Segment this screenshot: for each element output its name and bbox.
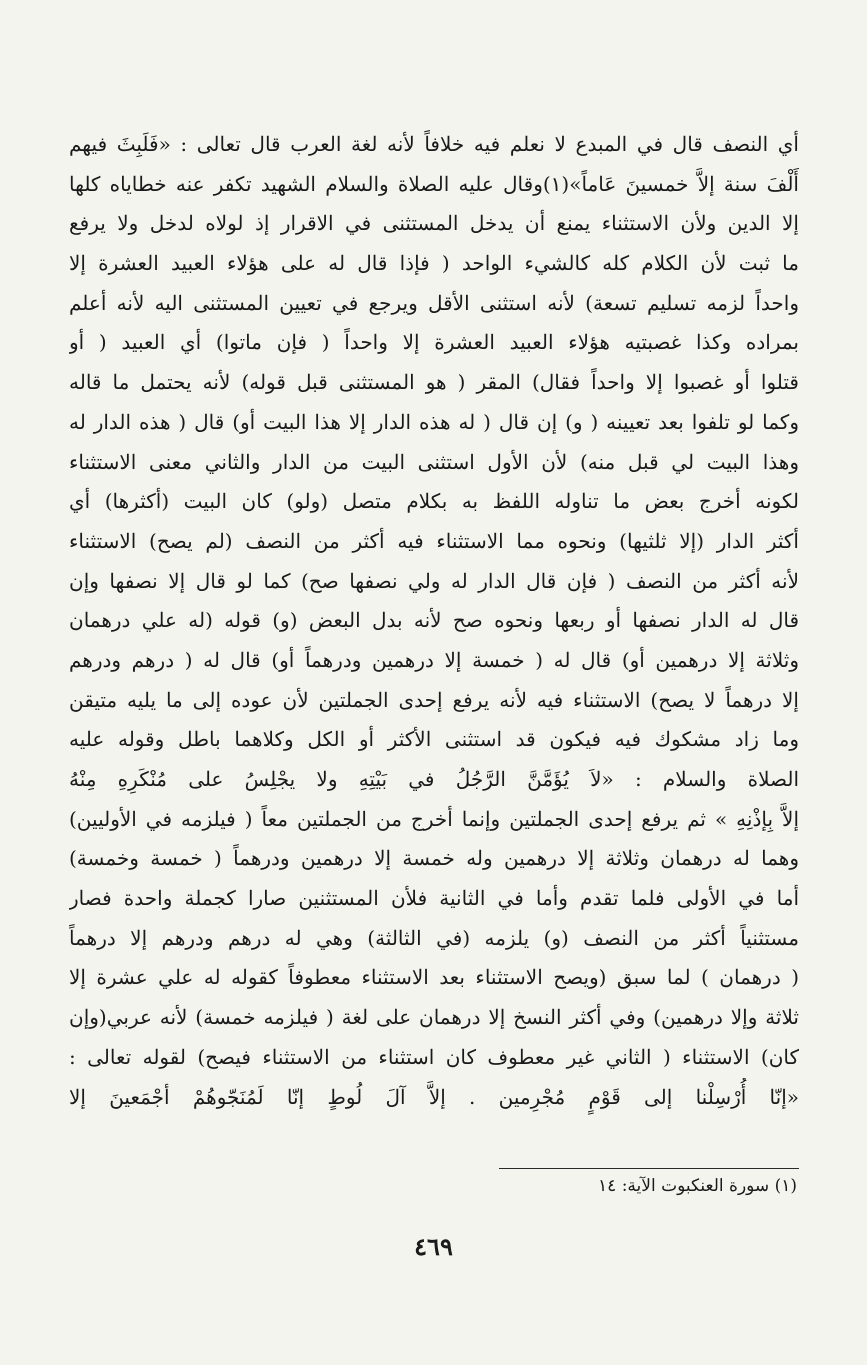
text-line: وهما له درهمان وثلاثة إلا درهمين وله خمسة إلا درهمين ودرهماً ( خمسة وخمسة) xyxy=(69,846,799,871)
text-line: لكونه أخرج بعض ما تناوله اللفظ به بكلام متصل (ولو) كان البيت (أكثرها) أي xyxy=(69,489,799,514)
text-line: وهذا البيت لي قبل منه) لأن الأول استثنى البيت من الدار والثاني معنى الاستثناء xyxy=(69,449,799,474)
page-number: ٤٦٩ xyxy=(414,1232,453,1261)
footnote: (١) سورة العنكبوت الآية: ١٤ xyxy=(598,1176,797,1196)
text-line: قتلوا أو غصبوا إلا واحداً فقال) المقر ( هو المستثنى قبل قوله) لأنه يحتمل ما قاله xyxy=(69,370,799,395)
text-line: أكثر الدار (إلا ثلثيها) ونحوه مما الاستثناء فيه أكثر من النصف (لم يصح) الاستثناء xyxy=(69,528,799,553)
text-line: بمراده وكذا غصبتيه هؤلاء العبيد العشرة إلا واحداً ( فإن ماتوا) أي العبيد ( أو xyxy=(69,330,799,355)
body-text xyxy=(69,125,799,1117)
text-line: إلا درهماً لا يصح) الاستثناء فيه لأنه يرفع إحدى الجملتين لأن عوده إلى ما يليه متيقن xyxy=(69,687,799,712)
footnote-divider xyxy=(499,1168,799,1169)
text-line: قال له الدار نصفها أو ربعها ونحوه صح لأنه بدل البعض (و) قوله (له علي درهمان xyxy=(69,608,799,633)
text-line: الصلاة والسلام : «لاَ يُؤَمَّنَّ الرَّجُلُ في بَيْتِهِ ولا يجْلِسُ على مُنْكَرِهِ مِنْهُ xyxy=(69,767,799,791)
text-line: ما ثبت لأن الكلام كله كالشيء الواحد ( فإذا قال له على هؤلاء العبيد العشرة إلا xyxy=(69,251,799,276)
text-line: إلاَّ بِإذْنِهِ » ثم يرفع إحدى الجملتين وإنما أخرج من الجملتين معاً ( فيلزمه في الأوليين) xyxy=(69,806,799,831)
text-line: مستثنياً أكثر من النصف (و) يلزمه (في الثالثة) وهي له درهم ودرهم إلا درهماً xyxy=(69,925,799,950)
text-line: لأنه أكثر من النصف ( فإن قال الدار له ولي نصفها صح) كما لو قال إلا نصفها وإن xyxy=(69,568,799,593)
text-line: إلا الدين ولأن الاستثناء يمنع أن يدخل المستثنى في الاقرار إذ لولاه لدخل ولا يرفع xyxy=(69,211,799,236)
text-line: «إنّا أُرْسِلْنا إلى قَوْمٍ مُجْرِمين . إلاَّ آلَ لُوطٍ إنّا لَمُنَجّوهُمْ أجْمَعينَ إلا xyxy=(69,1084,799,1109)
text-line: وثلاثة إلا درهمين أو) قال له ( خمسة إلا درهمين ودرهماً أو) قال له ( درهم ودرهم xyxy=(69,647,799,672)
text-line: وكما لو تلفوا بعد تعيينه ( و) إن قال ( له هذه الدار إلا هذا البيت أو) قال ( هذه الدار له xyxy=(69,409,799,434)
text-line: ثلاثة وإلا درهمين) وفي أكثر النسخ إلا درهمان على لغة ( فيلزمه خمسة) لأنه عربي(وإن xyxy=(69,1005,799,1030)
text-line: ( درهمان ) لما سبق (ويصح الاستثناء بعد الاستثناء معطوفاً كقوله له علي عشرة إلا xyxy=(69,965,799,990)
text-line: واحداً لزمه تسليم تسعة) لأنه استثنى الأقل ويرجع في تعيين المستثنى اليه لأنه أعلم xyxy=(69,290,799,315)
text-line: أما في الأولى فلما تقدم وأما في الثانية فلأن المستثنين صارا كجملة واحدة فصار xyxy=(69,886,799,911)
text-line: أي النصف قال في المبدع لا نعلم فيه خلافاً لأنه لغة العرب قال تعالى : «فَلَبِثَ فيهم xyxy=(69,132,799,156)
text-line: كان) الاستثناء ( الثاني غير معطوف كان استثناء من الاستثناء فيصح) لقوله تعالى : xyxy=(69,1044,799,1069)
text-line: أَلْفَ سنة إلاَّ خمسينَ عَاماً»(١)وقال عليه الصلاة والسلام الشهيد تكفر عنه خطاياه كلها xyxy=(69,171,799,196)
text-line: وما زاد مشكوك فيه فيكون قد استثنى الأكثر أو الكل وكلاهما باطل وقوله عليه xyxy=(69,727,799,752)
